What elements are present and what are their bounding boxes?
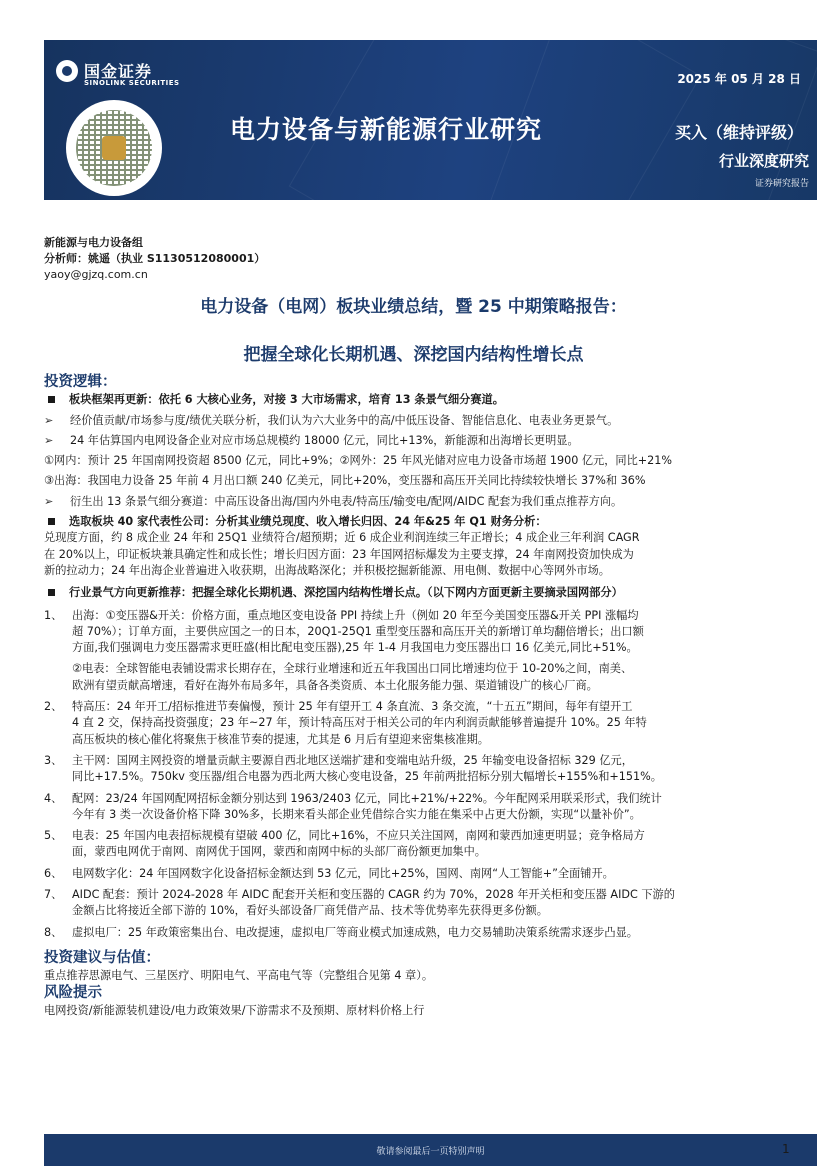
qr-code-icon <box>66 100 162 196</box>
item-number: 3、 <box>44 753 63 767</box>
item-line: AIDC 配套：预计 2024-2028 年 AIDC 配套开关柜和变压器的 CAGR 约为 70%，2028 年开关柜和变压器 AIDC 下游的 <box>72 888 675 902</box>
item-line: 同比+17.5%。750kv 变压器/组合电器为西北两大核心变电设备，25 年前两批招标分别大幅增长+155%和+151%。 <box>72 770 662 784</box>
advice-heading: 投资建议与估值： <box>44 949 160 966</box>
logo-text-en: SINOLINK SECURITIES <box>84 79 180 87</box>
market-item: ①网内：预计 25 年国南网投资超 8500 亿元，同比+9%；②网外：25 年风光储对应电力设备市场超 1900 亿元，同比+21% <box>44 454 673 468</box>
item-number: 5、 <box>44 829 63 843</box>
arrow-item <box>44 413 794 429</box>
analyst-group: 新能源与电力设备组 <box>44 236 143 249</box>
item-number <box>44 661 72 694</box>
item-line: 电表：25 年国内电表招标规模有望破 400 亿，同比+16%，不应只关注国网，南网和蒙西加速更明显；竞争格局方 <box>72 829 645 843</box>
qr-center-logo <box>102 136 126 160</box>
item-line: 高压板块的核心催化将聚焦于核准节奏的提速，尤其是 6 月后有望迎来密集核准期。 <box>72 732 489 746</box>
logo-mark-icon <box>56 60 78 82</box>
arrow-bullet-icon: ➢ <box>44 494 54 508</box>
market-item: ③出海：我国电力设备 25 年前 4 月出口额 240 亿美元，同比+20%，变压器和高压开关同比持续较快增长 37%和 36% <box>44 474 646 488</box>
paragraph-line: 在 20%以上，印证板块兼具确定性和成长性；增长归因方面：23 年国网招标爆发为主要支撑，24 年南网投资加快成为 <box>44 547 634 561</box>
square-bullet-icon <box>48 396 55 403</box>
item-content <box>72 753 794 786</box>
report-header <box>44 40 817 200</box>
item-line: 虚拟电厂：25 年政策密集出台、电改提速，虚拟电厂等商业模式加速成熟，电力交易辅助决策系统需求逐步凸显。 <box>72 925 638 939</box>
numbered-item <box>44 608 794 657</box>
numbered-item <box>44 925 794 941</box>
analyst-email[interactable]: yaoy@gjzq.com.cn <box>44 268 148 281</box>
rating: 买入（维持评级） <box>674 123 803 142</box>
risk-heading: 风险提示 <box>44 984 102 1001</box>
bullet-text: 板块框架再更新：依托 6 大核心业务，对接 3 大市场需求，培育 13 条景气细分赛道。 <box>69 393 504 407</box>
numbered-item <box>44 828 794 861</box>
item-line: 今年有 3 类一次设备价格下降 30%多，长期来看头部企业凭借综合实力能在集采中占更大份额，实现“以量补价”。 <box>72 807 641 821</box>
risk-text: 电网投资/新能源装机建设/电力政策效果/下游需求不及预期、原材料价格上行 <box>44 1003 425 1017</box>
report-title-line2: 把握全球化长期机遇、深挖国内结构性增长点 <box>243 345 584 365</box>
item-content <box>72 828 794 861</box>
footer-disclaimer: 敬请参阅最后一页特别声明 <box>376 1147 485 1157</box>
item-line: 超 70%）；订单方面，主要供应国之一的日本，20Q1-25Q1 重型变压器和高压开关的新增订单均翻倍增长；出口额 <box>72 624 644 638</box>
item-content <box>72 925 794 941</box>
arrow-bullet-icon: ➢ <box>44 413 54 427</box>
item-line: 金额占比将接近全部下游的 10%，看好头部设备厂商凭借产品、技术等优势率先获得更多份额。 <box>72 904 548 918</box>
square-bullet-icon <box>48 589 55 596</box>
numbered-item <box>44 753 794 786</box>
arrow-item <box>44 494 794 510</box>
bullet-framework <box>44 392 794 408</box>
bullet-text: 选取板块 40 家代表性公司：分析其业绩兑现度、收入增长归因、24 年&25 年 Q1 财务分析： <box>69 515 547 529</box>
report-title-line1: 电力设备（电网）板块业绩总结，暨 25 中期策略报告： <box>200 297 627 317</box>
item-number: 4、 <box>44 791 63 805</box>
report-date: 2025 年 05 月 28 日 <box>677 72 801 86</box>
item-line: 出海：①变压器&开关：价格方面，重点地区变电设备 PPI 持续上升（例如 20 年至今美国变压器&开关 PPI 涨幅均 <box>72 608 639 622</box>
analyst-info <box>44 235 265 283</box>
item-line: 配网：23/24 年国网配网招标金额分别达到 1963/2403 亿元，同比+21%/+22%。今年配网采用联采形式，我们统计 <box>72 791 662 805</box>
item-line: 主干网：国网主网投资的增量贡献主要源自西北地区送端扩建和变端电站升级，25 年输变电设备招标 329 亿元， <box>72 753 633 767</box>
paragraph-line: 兑现度方面，约 8 成企业 24 年和 25Q1 业绩符合/超预期；近 6 成企业利润连续三年正增长；4 成企业三年利润 CAGR <box>44 531 640 545</box>
item-content <box>72 699 794 748</box>
report-type: 行业深度研究 <box>718 152 809 170</box>
item-line: 特高压：24 年开工/招标推进节奏偏慢，预计 25 年有望开工 4 条直流、3 条交流，“十五五”期间，每年有望开工 <box>72 700 633 714</box>
item-line: 电网数字化：24 年国网数字化设备招标金额达到 53 亿元，同比+25%，国网、南网“人工智能+”全面铺开。 <box>72 866 614 880</box>
item-number: 2、 <box>44 700 63 714</box>
numbered-item <box>44 699 794 748</box>
item-line: 欧洲有望贡献高增速，看好在海外布局多年，具备各类资质、本土化服务能力强、渠道铺设广的核心厂商。 <box>72 678 598 692</box>
item-content <box>72 866 794 882</box>
item-number: 7、 <box>44 888 63 902</box>
numbered-item <box>44 887 794 920</box>
advice-text: 重点推荐思源电气、三星医疗、明阳电气、平高电气等（完整组合见第 4 章）。 <box>44 969 434 983</box>
item-line: ②电表：全球智能电表铺设需求长期存在，全球行业增速和近五年我国出口同比增速均位于 10-20%之间，南美、 <box>72 662 633 676</box>
numbered-item <box>44 866 794 882</box>
item-line: 面，蒙西电网优于南网、南网优于国网，蒙西和南网中标的头部厂商份额更加集中。 <box>72 845 486 859</box>
item-line: 4 直 2 交，保持高投资强度；23 年~27 年，预计特高压对于相关公司的年内利润贡献能够普遍提升 10%。25 年特 <box>72 716 647 730</box>
bullet-companies <box>44 514 794 530</box>
paragraph-line: 新的拉动力；24 年出海企业普遍进入收获期，出海战略深化；并积极挖掘新能源、用电侧、数据中心等网外市场。 <box>44 563 610 577</box>
report-body <box>44 374 794 1019</box>
item-text: 衍生出 13 条景气细分赛道：中高压设备出海/国内外电表/特高压/输变电/配网/AIDC 配套为我们重点推荐方向。 <box>70 494 623 508</box>
arrow-bullet-icon: ➢ <box>44 433 54 447</box>
bullet-text: 行业景气方向更新推荐：把握全球化长期机遇、深挖国内结构性增长点。（以下网内方面更新主要摘录国网部分） <box>69 586 623 600</box>
numbered-list <box>44 608 794 946</box>
item-text: 24 年估算国内电网设备企业对应市场总规模约 18000 亿元，同比+13%，新能源和出海增长更明显。 <box>70 433 579 447</box>
company-logo <box>52 48 192 88</box>
page-number: 1 <box>782 1142 790 1156</box>
item-number: 8、 <box>44 925 63 939</box>
item-number: 1、 <box>44 608 63 622</box>
logo-text-cn: 国金证券 <box>84 62 153 81</box>
item-text: 经价值贡献/市场参与度/绩优关联分析，我们认为六大业务中的高/中低压设备、智能信息化、电表业务更景气。 <box>70 413 619 427</box>
numbered-item <box>44 791 794 824</box>
item-line: 方面,我们强调电力变压器需求更旺盛(相比配电变压器),25 年 1-4 月我国电力变压器出口 16 亿美元,同比+51%。 <box>72 641 638 655</box>
item-content <box>72 608 794 657</box>
analyst-name: 分析师：姚遥（执业 S1130512080001） <box>44 252 266 265</box>
item-content <box>72 661 794 694</box>
logic-heading: 投资逻辑： <box>44 374 117 390</box>
numbered-item <box>44 661 794 694</box>
report-subtype: 证券研究报告 <box>754 179 809 189</box>
arrow-item <box>44 433 794 449</box>
item-content <box>72 887 794 920</box>
item-content <box>72 791 794 824</box>
item-number: 6、 <box>44 866 63 880</box>
square-bullet-icon <box>48 518 55 525</box>
bullet-outlook <box>44 585 794 601</box>
industry-title: 电力设备与新能源行业研究 <box>230 115 543 144</box>
page-footer <box>44 1134 817 1166</box>
